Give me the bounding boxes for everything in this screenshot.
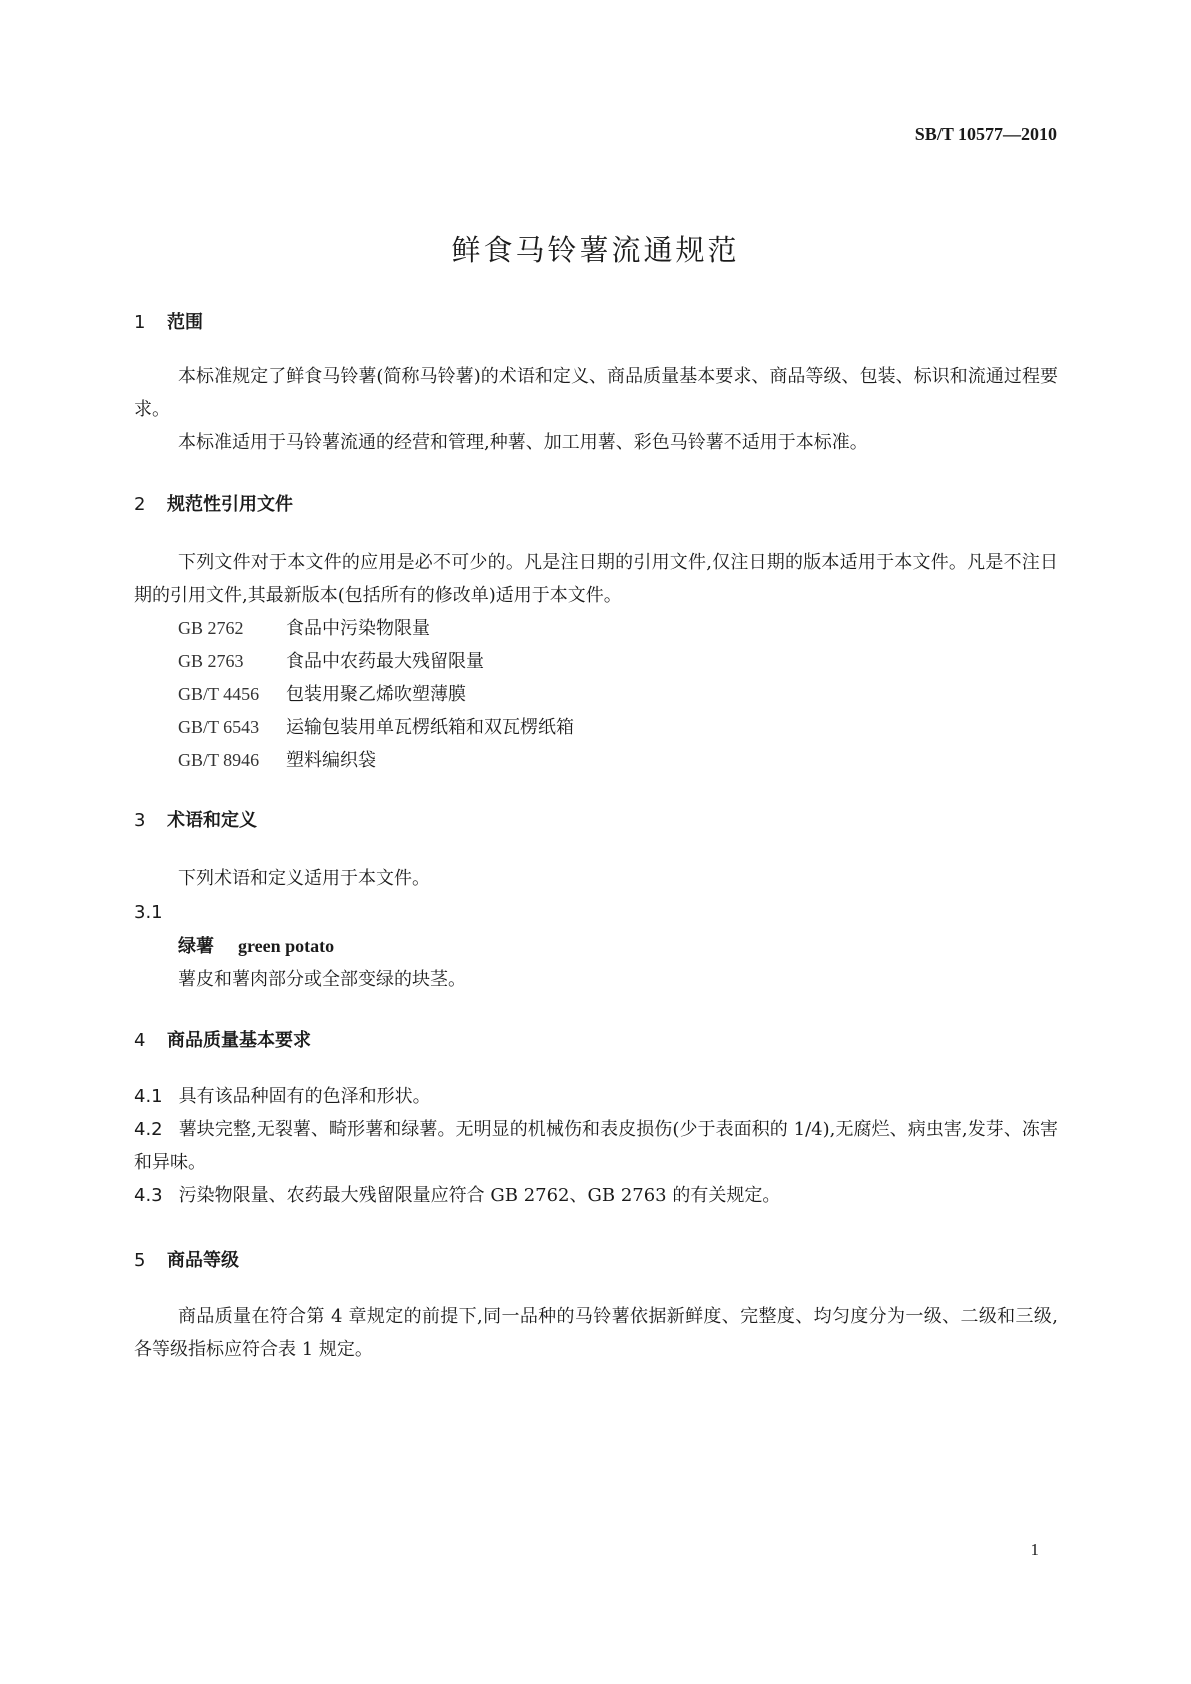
section-3-heading xyxy=(134,806,257,832)
reference-code: GB 2763 xyxy=(178,651,244,671)
section-1-title: 范围 xyxy=(167,312,203,333)
clause-number: 4.3 xyxy=(134,1185,163,1206)
section-2-paragraph-1: 下列文件对于本文件的应用是必不可少的。凡是注日期的引用文件,仅注日期的版本适用于本文件。凡是不注日期的引用文件,其最新版本(包括所有的修改单)适用于本文件。 xyxy=(134,552,1058,606)
section-1-number: 1 xyxy=(134,312,146,333)
section-3-title: 术语和定义 xyxy=(167,810,257,831)
reference-title: 食品中污染物限量 xyxy=(286,618,430,639)
term-chinese: 绿薯 xyxy=(178,936,214,957)
section-4-number: 4 xyxy=(134,1030,146,1051)
term-english: green potato xyxy=(238,936,335,956)
reference-item xyxy=(178,713,574,739)
clause xyxy=(134,1179,1058,1212)
page-number: 1 xyxy=(1030,1540,1039,1559)
term-definition: 薯皮和薯肉部分或全部变绿的块茎。 xyxy=(178,969,466,990)
reference-code: GB/T 8946 xyxy=(178,750,260,770)
clause xyxy=(134,1113,1058,1179)
section-3-number: 3 xyxy=(134,810,146,831)
section-3-paragraph-1: 下列术语和定义适用于本文件。 xyxy=(178,868,430,889)
section-5-title: 商品等级 xyxy=(167,1250,239,1271)
reference-item xyxy=(178,746,376,772)
section-1-paragraph-2: 本标准适用于马铃薯流通的经营和管理,种薯、加工用薯、彩色马铃薯不适用于本标准。 xyxy=(178,432,868,453)
section-5-number: 5 xyxy=(134,1250,146,1271)
reference-item xyxy=(178,614,430,640)
reference-title: 运输包装用单瓦楞纸箱和双瓦楞纸箱 xyxy=(286,717,574,738)
clause-number: 4.1 xyxy=(134,1086,163,1107)
section-1-heading xyxy=(134,308,203,334)
section-5-paragraph-1: 商品质量在符合第 4 章规定的前提下,同一品种的马铃薯依据新鲜度、完整度、均匀度分为一级、二级和三级,各等级指标应符合表 1 规定。 xyxy=(134,1306,1058,1360)
section-5-heading xyxy=(134,1246,239,1272)
section-2-title: 规范性引用文件 xyxy=(167,494,293,515)
document-title: 鲜食马铃薯流通规范 xyxy=(451,233,740,267)
clause-text: 具有该品种固有的色泽和形状。 xyxy=(178,1086,431,1107)
term-number: 3.1 xyxy=(134,902,163,923)
section-2-heading xyxy=(134,490,293,516)
reference-title: 食品中农药最大残留限量 xyxy=(286,651,484,672)
reference-item xyxy=(178,680,466,706)
term-heading xyxy=(178,932,334,958)
clause-text: 薯块完整,无裂薯、畸形薯和绿薯。无明显的机械伤和表皮损伤(少于表面积的 1/4),无腐烂、病虫害,发芽、冻害和异味。 xyxy=(134,1119,1058,1173)
clause-text: 污染物限量、农药最大残留限量应符合 GB 2762、GB 2763 的有关规定。 xyxy=(178,1185,781,1206)
reference-code: GB/T 4456 xyxy=(178,684,260,704)
clause-number: 4.2 xyxy=(134,1119,163,1140)
standard-code: SB/T 10577—2010 xyxy=(914,124,1057,144)
section-1-paragraph-1: 本标准规定了鲜食马铃薯(简称马铃薯)的术语和定义、商品质量基本要求、商品等级、包装、标识和流通过程要求。 xyxy=(134,366,1058,420)
reference-code: GB/T 6543 xyxy=(178,717,260,737)
reference-item xyxy=(178,647,484,673)
section-4-heading xyxy=(134,1026,311,1052)
section-4-title: 商品质量基本要求 xyxy=(167,1030,311,1051)
clause xyxy=(134,1080,1058,1113)
section-2-number: 2 xyxy=(134,494,146,515)
reference-code: GB 2762 xyxy=(178,618,244,638)
reference-title: 塑料编织袋 xyxy=(286,750,376,771)
reference-title: 包装用聚乙烯吹塑薄膜 xyxy=(286,684,466,705)
